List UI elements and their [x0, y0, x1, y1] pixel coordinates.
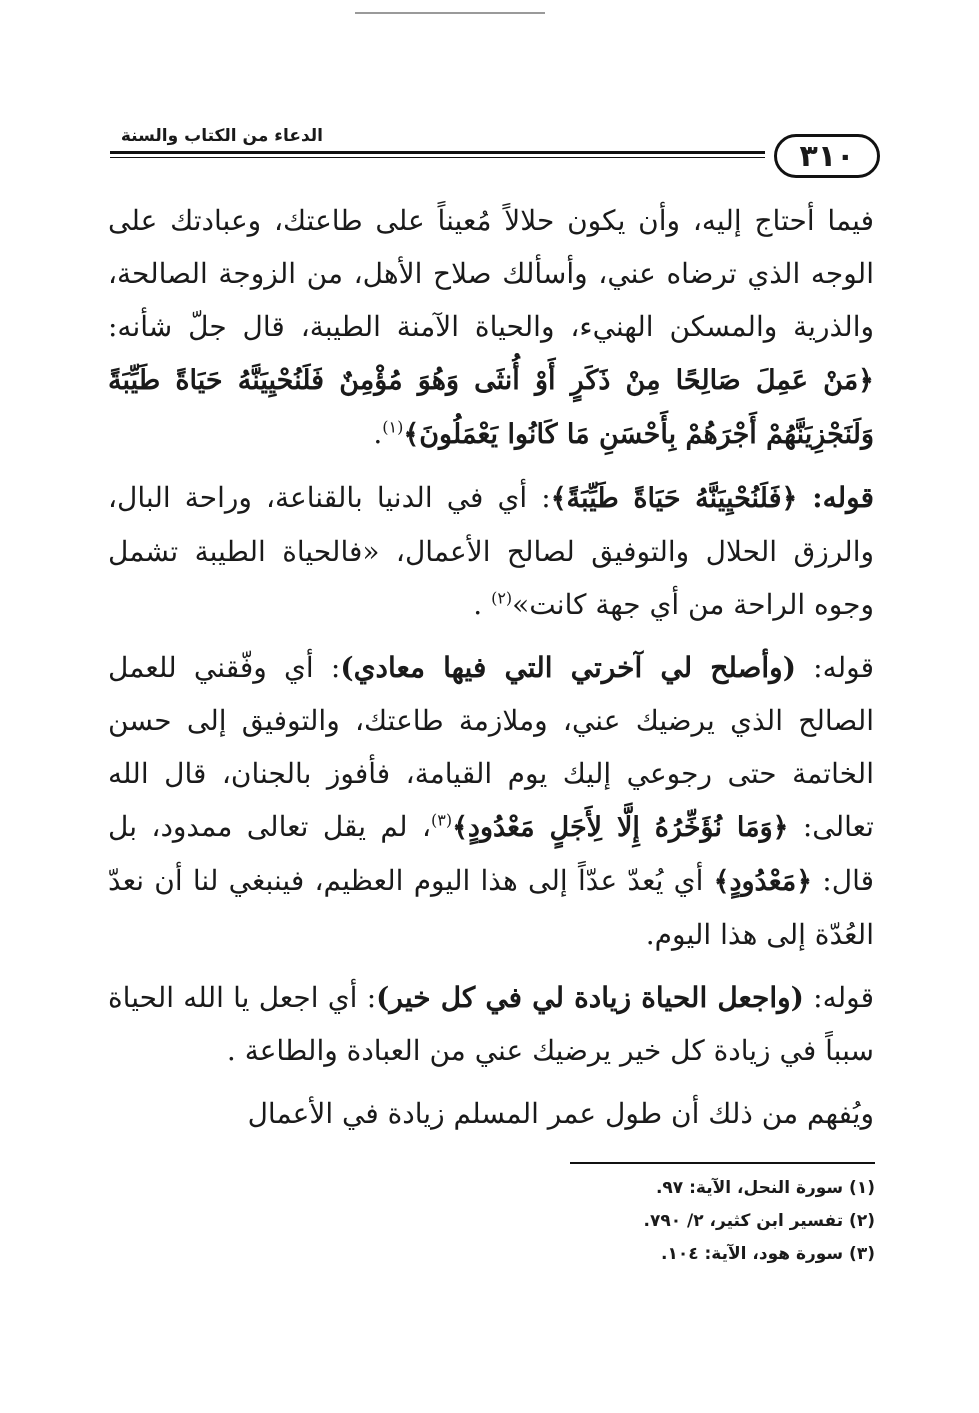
paragraph-2 [108, 471, 874, 631]
paragraph-1 [108, 194, 874, 461]
page-header [110, 118, 880, 188]
lead-word: قوله: [803, 981, 874, 1014]
hadith-phrase: (واجعل الحياة زيادة لي في كل خير) [376, 981, 804, 1014]
paragraph-text: أي يُعدّ عدّاً إلى هذا اليوم العظيم، فينبغي لنا أن نعدّ العُدّة إلى هذا اليوم. [108, 864, 874, 951]
footnote-item: (٢) تفسير ابن كثير، ٢/ ٧٩٠. [643, 1211, 875, 1231]
paragraph-text: . [373, 417, 383, 450]
running-title: الدعاء من الكتاب والسنة [120, 126, 323, 146]
paragraph-text: : أي اجعل يا الله الحياة سبباً في زيادة كل خير يرضيك عني من العبادة والطاعة . [108, 981, 874, 1067]
quran-verse: ﴿مَنْ عَمِلَ صَالِحًا مِنْ ذَكَرٍ أَوْ أُنثَى وَهُوَ مُؤْمِنٌ فَلَنُحْيِيَنَّهُ حَيَاةً طَيِّبَةً وَلَنَجْزِيَنَّهُمْ أَجْرَهُمْ بِأَحْسَنِ مَا كَانُوا يَعْمَلُونَ﴾ [108, 365, 874, 450]
lead-word: قوله: [797, 481, 875, 514]
header-rule-thin [110, 157, 765, 158]
footnote-separator [570, 1162, 875, 1164]
paragraph-text: : أي وفّقني للعمل الصالح الذي يرضيك عني، وملازمة طاعتك، والتوفيق إلى حسن الخاتمة حتى رجوعي إليك يوم القيامة، فأفوز بالجنان، قال الله تعالى: [108, 651, 874, 843]
footnote-item: (٣) سورة هود، الآية: ١٠٤. [660, 1244, 875, 1264]
header-rule-thick [110, 151, 765, 154]
quran-verse: ﴿فَلَنُحْيِيَنَّهُ حَيَاةً طَيِّبَةً﴾ [550, 483, 798, 514]
quran-verse: ﴿مَعْدُودٍ﴾ [713, 866, 813, 897]
paragraph-3 [108, 641, 874, 961]
main-text [108, 194, 874, 1150]
footnote-item: (١) سورة النحل، الآية: ٩٧. [655, 1178, 875, 1198]
hadith-phrase: (وأصلح لي آخرتي التي فيها معادي) [340, 651, 796, 684]
paragraph-5 [108, 1087, 874, 1140]
scan-artifact-line [355, 12, 545, 14]
lead-word: قوله: [795, 651, 875, 684]
footnote-ref: (٢) [491, 588, 513, 608]
paragraph-text: فيما أحتاج إليه، وأن يكون حلالاً مُعيناً على طاعتك، وعبادتك على الوجه الذي ترضاه عني، وأسألك صلاح الأهل، من الزوجة الصالحة، والذرية والمسكن الهنيء، والحياة الآمنة الطيبة، قال جلّ شأنه: [108, 204, 874, 343]
paragraph-text: : أي في الدنيا بالقناعة، وراحة البال، والرزق الحلال والتوفيق لصالح الأعمال، «فالحياة الطيبة تشمل وجوه الراحة من أي جهة كانت» [108, 481, 874, 621]
paragraph-text: . [473, 588, 492, 621]
paragraph-text: ، لم يقل تعالى ممدود، بل قال: [108, 810, 874, 897]
paragraph-4 [108, 971, 874, 1077]
page-number: ٣١٠ [774, 134, 880, 178]
footnote-ref: (٣) [431, 810, 453, 830]
footnote-ref: (١) [382, 417, 404, 437]
paragraph-text: ويُفهم من ذلك أن طول عمر المسلم زيادة في الأعمال [247, 1097, 874, 1130]
footnotes [500, 1172, 875, 1271]
quran-verse: ﴿وَمَا نُؤَخِّرُهُ إِلَّا لِأَجَلٍ مَعْدُودٍ﴾ [452, 812, 789, 843]
